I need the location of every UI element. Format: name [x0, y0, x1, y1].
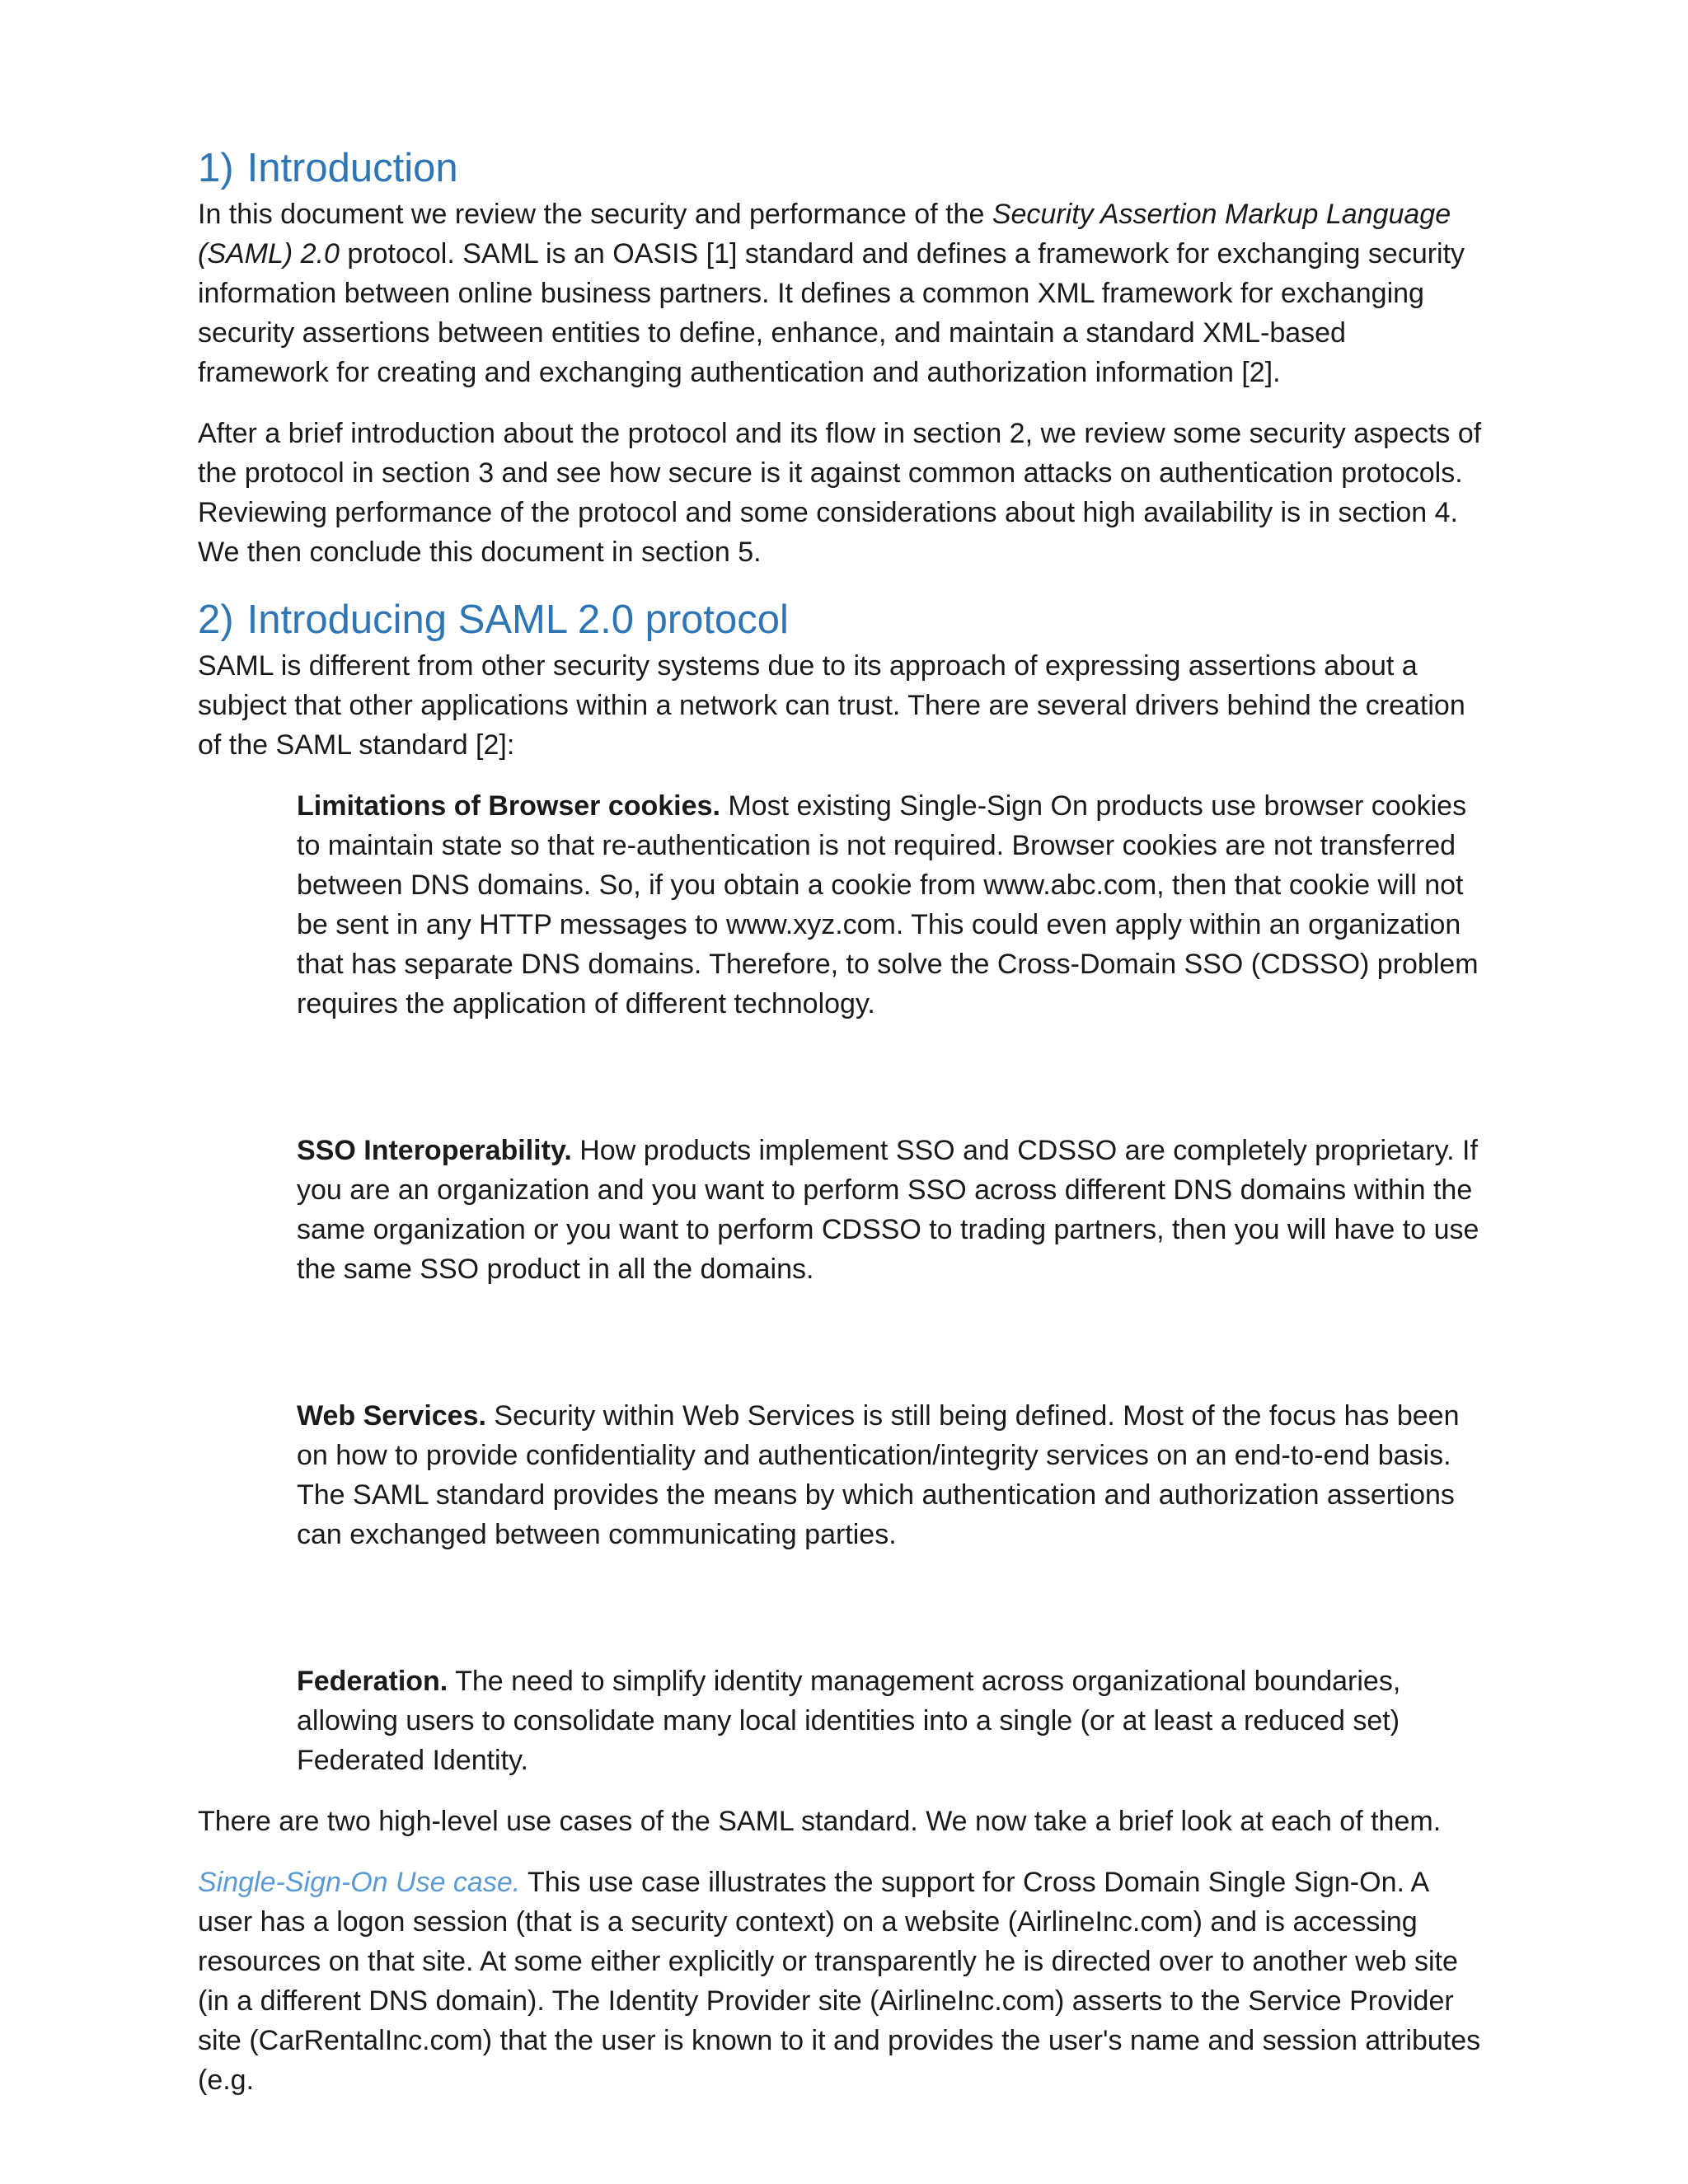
- section-2-heading: [198, 593, 1484, 646]
- sso-use-case-title: Single-Sign-On Use case.: [198, 1867, 521, 1898]
- driver-web-services: Web Services. Security within Web Services is still being defined. Most of the focus has been on how to provide confidentiality and authentication/integrity services on an end-to-end basis. The SAML standard provides the means by which authentication and authorization assertions can exchanged between communicating parties.: [297, 1400, 1460, 1550]
- document-body: [198, 142, 1484, 2121]
- section-1-number: 1): [198, 146, 234, 190]
- saml-full-name: Security Assertion Markup Language (SAML) 2.0: [198, 199, 1451, 269]
- saml-drivers-list: [297, 786, 1484, 1780]
- driver-title: Federation.: [297, 1666, 448, 1697]
- use-cases-intro: There are two high-level use cases of the SAML standard. We now take a brief look at each of them.: [198, 1806, 1442, 1837]
- section-2-intro: SAML is different from other security systems due to its approach of expressing assertions about a subject that other applications within a network can trust. There are several drivers behind the creation of the SAML standard [2]:: [198, 650, 1465, 761]
- driver-sso-interoperability: SSO Interoperability. How products implement SSO and CDSSO are completely proprietary. If you are an organization and you want to perform SSO across different DNS domains within the same organization or you want to perform CDSSO to trading partners, then you will have to use the same SSO product in all the domains.: [297, 1135, 1479, 1285]
- driver-browser-cookies: Limitations of Browser cookies. Most existing Single-Sign On products use browser cookies to maintain state so that re-authentication is not required. Browser cookies are not transferred between DNS domains. So, if you obtain a cookie from www.abc.com, then that cookie will not be sent in any HTTP messages to www.xyz.com. This could even apply within an organization that has separate DNS domains. Therefore, to solve the Cross-Domain SSO (CDSSO) problem requires the application of different technology.: [297, 790, 1479, 1019]
- driver-title: Limitations of Browser cookies.: [297, 790, 720, 822]
- intro-paragraph-2: After a brief introduction about the protocol and its flow in section 2, we review some security aspects of the protocol in section 3 and see how secure is it against common attacks on authentication protocols. Reviewing performance of the protocol and some considerations about high availability is in section 4. We then conclude this document in section 5.: [198, 418, 1482, 568]
- section-2-title: Introducing SAML 2.0 protocol: [246, 598, 789, 642]
- section-2-number: 2): [198, 598, 234, 642]
- driver-federation: Federation. The need to simplify identity management across organizational boundaries, allowing users to consolidate many local identities into a single (or at least a reduced set) Federated Identity.: [297, 1666, 1401, 1776]
- intro-paragraph-1: In this document we review the security and performance of the Security Assertion Markup Language (SAML) 2.0 protocol. SAML is an OASIS [1] standard and defines a framework for exchanging security information between online business partners. It defines a common XML framework for exchanging security assertions between entities to define, enhance, and maintain a standard XML-based framework for creating and exchanging authentication and authorization information [2].: [198, 199, 1465, 388]
- driver-title: SSO Interoperability.: [297, 1135, 572, 1166]
- sso-use-case-paragraph: Single-Sign-On Use case. This use case illustrates the support for Cross Domain Single Sign-On. A user has a logon session (that is a security context) on a website (AirlineInc.com) and is accessing resources on that site. At some either explicitly or transparently he is directed over to another web site (in a different DNS domain). The Identity Provider site (AirlineInc.com) asserts to the Service Provider site (CarRentalInc.com) that the user is known to it and provides the user's name and session attributes (e.g.: [198, 1867, 1481, 2096]
- section-1-title: Introduction: [246, 146, 458, 190]
- section-1-heading: [198, 142, 1484, 194]
- driver-title: Web Services.: [297, 1400, 486, 1432]
